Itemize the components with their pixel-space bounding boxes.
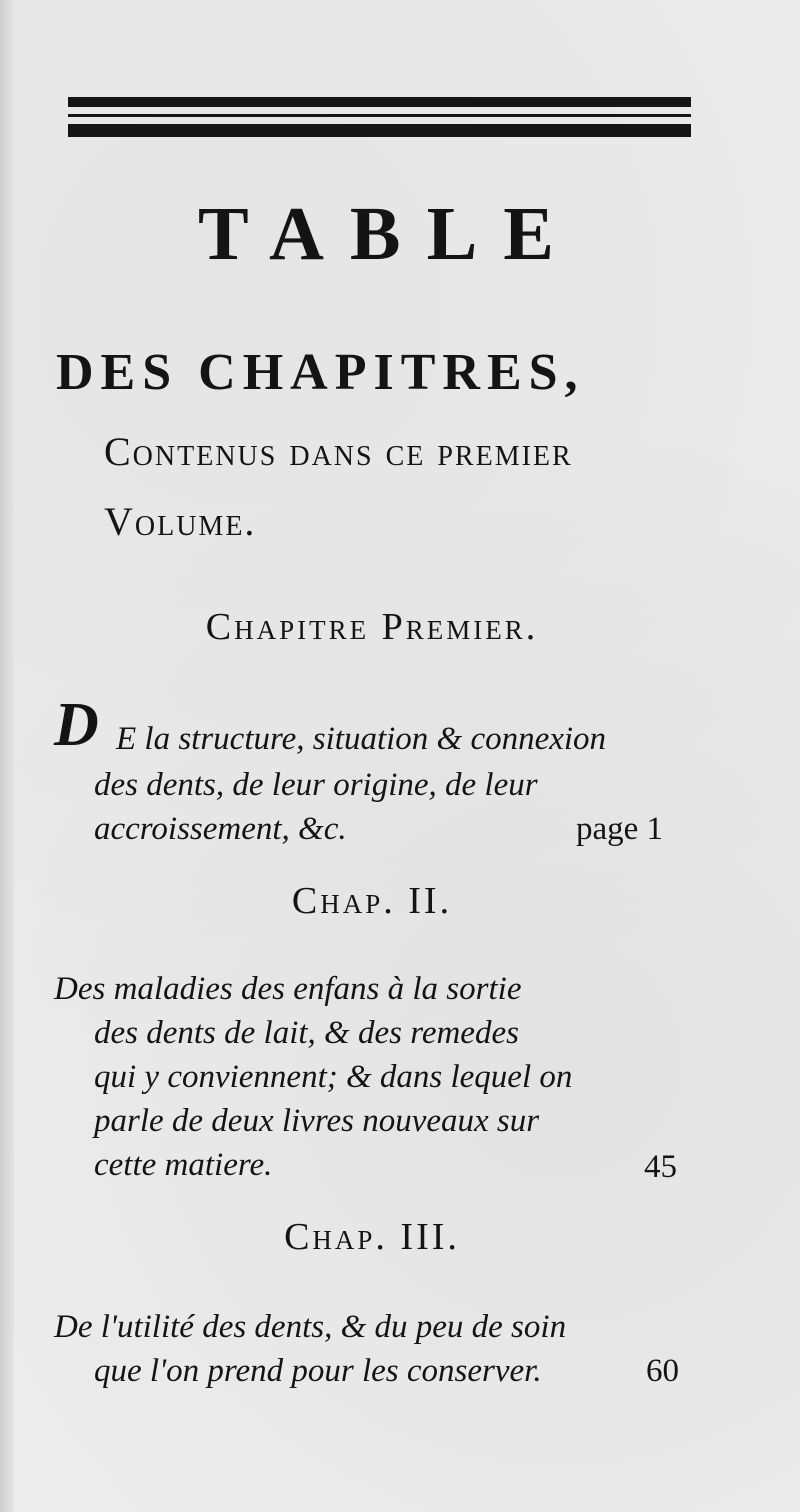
entry-line: que l'on prend pour les conserver.	[94, 1353, 542, 1389]
chapter-heading-2: Chap. II.	[291, 880, 453, 922]
title-des-chapitres: DES CHAPITRES,	[56, 344, 585, 401]
page-number: page 1	[576, 811, 664, 847]
ornamental-rule-top	[68, 97, 691, 107]
entry-line: De l'utilité des dents, & du peu de soin	[54, 1309, 567, 1345]
drop-cap-letter: D	[54, 691, 99, 759]
page-gutter	[0, 0, 14, 1512]
chapter-heading-3: Chap. III.	[284, 1216, 460, 1258]
entry-line: parle de deux livres nouveaux sur	[94, 1103, 540, 1139]
entry-line: Des maladies des enfans à la sortie	[54, 971, 522, 1007]
ornamental-rule-bottom	[68, 124, 691, 137]
chapter-heading-1: Chapitre Premier.	[205, 606, 539, 648]
entry-line: accroissement, &c.	[94, 811, 347, 847]
entry-line: qui y conviennent; & dans lequel on	[94, 1059, 573, 1095]
entry-line: cette matiere.	[94, 1147, 273, 1183]
page-number: 45	[644, 1149, 677, 1185]
title-table: TABLE	[197, 192, 580, 276]
entry-line: E la structure, situation & connexion	[116, 721, 607, 757]
contents-line-2: Volume.	[104, 499, 257, 544]
ornamental-rule-middle	[68, 114, 691, 117]
entry-line: des dents, de leur origine, de leur	[94, 767, 538, 803]
page-number: 60	[646, 1353, 679, 1389]
contents-line-1: Contenus dans ce premier	[104, 429, 573, 474]
entry-line: des dents de lait, & des remedes	[94, 1015, 519, 1051]
